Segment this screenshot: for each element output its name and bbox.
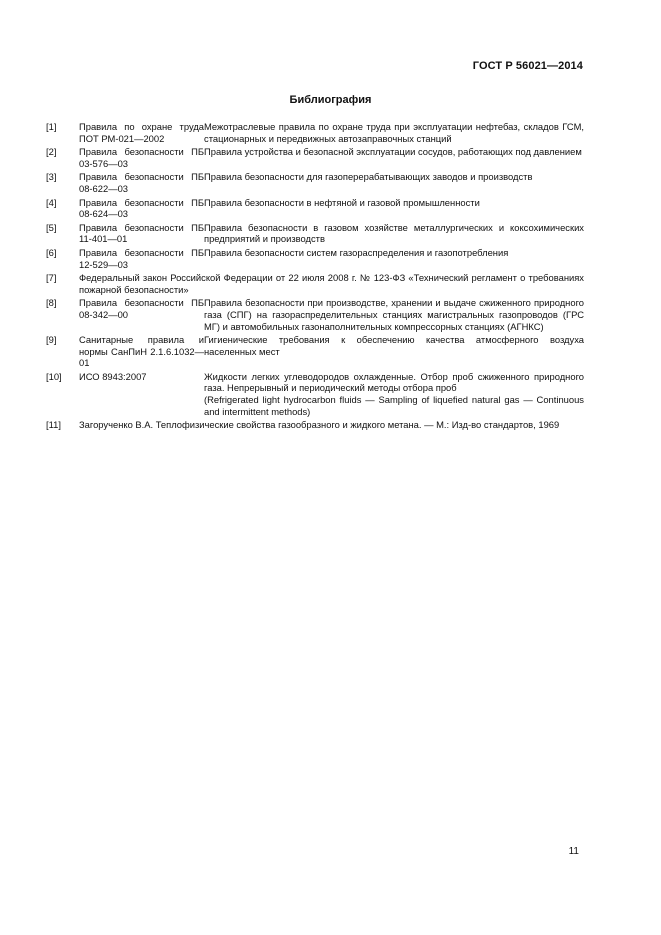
bibliography-entry [46, 146, 584, 169]
entry-description: Правила устройства и безопасной эксплуатации сосудов, работающих под давлением [204, 146, 582, 158]
bibliography-list [46, 121, 584, 433]
bibliography-entry [46, 222, 584, 245]
bibliography-entry [46, 247, 584, 270]
entry-description-english: (Refrigerated light hydrocarbon fluids — Sampling of liquefied natural gas — Continuous and intermittent methods) [204, 394, 584, 417]
bibliography-entry [46, 272, 584, 295]
bibliography-entry [46, 171, 584, 194]
entry-source: Правила безопасности ПБ 12-529—03 [79, 246, 204, 270]
entry-source: Правила безопасности ПБ 08-624—03 [79, 196, 204, 220]
bibliography-entry [46, 334, 584, 369]
page-number: 11 [568, 846, 579, 857]
entry-full-text: Загорученко В.А. Теплофизические свойства газообразного и жидкого метана. — М.: Изд-во стандартов, 1969 [79, 419, 560, 431]
entry-number: [2] [46, 146, 57, 158]
entry-description-group [204, 371, 584, 417]
entry-description: Правила безопасности при производстве, хранении и выдаче сжиженного природного газа (СПГ) на газораспределительных станциях магистральных газопроводов (ГРС МГ) и автомобильных газонаполнительных компрессорных станциях (АГНКС) [204, 297, 584, 332]
entry-source: Правила безопасности ПБ 08-622—03 [79, 171, 204, 194]
entry-description: Жидкости легких углеводородов охлажденные. Отбор проб сжиженного природного газа. Непрерывный и периодический методы отбора проб [204, 370, 584, 394]
entry-description: Межотраслевые правила по охране труда при эксплуатации нефтебаз, складов ГСМ, стационарных и передвижных автозаправочных станций [204, 121, 584, 144]
entry-source: Санитарные правила и нормы СанПиН 2.1.6.1032—01 [79, 334, 204, 369]
bibliography-entry [46, 371, 584, 417]
entry-number: [8] [46, 297, 57, 309]
entry-description: Правила безопасности для газоперерабатывающих заводов и производств [204, 171, 533, 183]
document-code: ГОСТ Р 56021—2014 [472, 60, 583, 72]
entry-number: [10] [46, 370, 62, 382]
entry-number: [6] [46, 246, 57, 258]
entry-number: [5] [46, 221, 57, 233]
bibliography-entry [46, 297, 584, 332]
entry-source: ИСО 8943:2007 [79, 370, 147, 382]
entry-source: Правила безопасности ПБ 08-342—00 [79, 297, 204, 320]
entry-source: Правила безопасности ПБ 03-576—03 [79, 146, 204, 169]
entry-number: [1] [46, 121, 57, 132]
bibliography-entry [46, 419, 584, 431]
bibliography-entry [46, 121, 584, 144]
bibliography-entry [46, 197, 584, 220]
entry-full-text: Федеральный закон Российской Федерации от 22 июля 2008 г. № 123-ФЗ «Технический регламент о требованиях пожарной безопасности» [79, 272, 584, 295]
entry-source: Правила по охране труда ПОТ РМ-021—2002 [79, 121, 204, 144]
bibliography-title: Библиография [289, 94, 372, 106]
entry-source: Правила безопасности ПБ 11-401—01 [79, 221, 204, 245]
entry-number: [4] [46, 196, 57, 208]
entry-number: [11] [46, 419, 61, 431]
entry-description: Правила безопасности в нефтяной и газовой промышленности [204, 196, 480, 208]
entry-number: [7] [46, 272, 57, 284]
entry-description: Правила безопасности систем газораспределения и газопотребления [204, 246, 509, 258]
entry-description: Гигиенические требования к обеспечению качества атмосферного воздуха населенных мест [204, 334, 584, 357]
entry-number: [3] [46, 171, 57, 183]
entry-number: [9] [46, 334, 57, 346]
entry-description: Правила безопасности в газовом хозяйстве металлургических и коксохимических предприятий и производств [204, 221, 584, 245]
